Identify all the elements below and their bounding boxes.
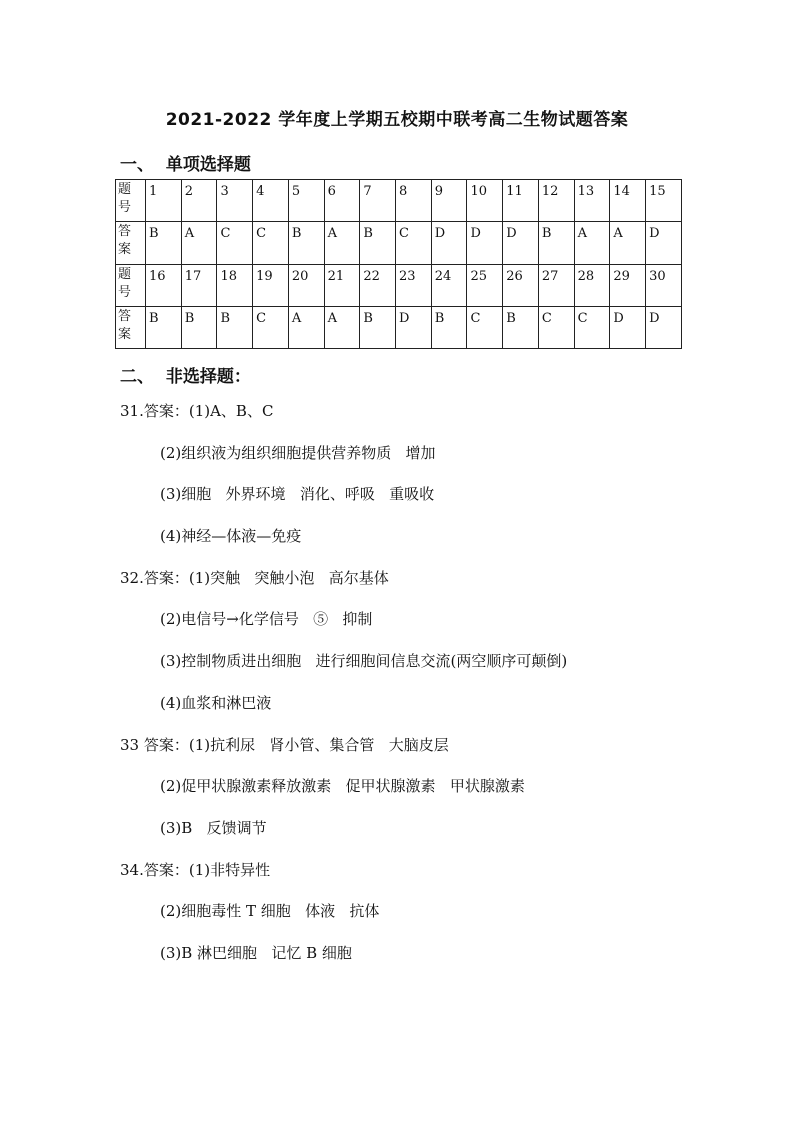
question-32-part-4: (4)血浆和淋巴液 [160, 694, 272, 712]
question-number: 29 [610, 264, 646, 306]
question-number: 17 [181, 264, 217, 306]
answer-cell: B [181, 306, 217, 348]
question-number: 10 [467, 180, 503, 222]
question-31-answer: 31.答案：(1)A、B、C [120, 402, 274, 420]
section-heading-non-choice: 二、 非选择题： [120, 367, 251, 387]
answer-cell: C [467, 306, 503, 348]
answer-cell: C [253, 222, 289, 264]
question-31-part-2: (2)组织液为组织细胞提供营养物质 增加 [160, 444, 436, 462]
answer-cell: A [574, 222, 610, 264]
answer-cell: B [288, 222, 324, 264]
answer-cell: B [146, 306, 182, 348]
question-number: 15 [646, 180, 682, 222]
row-label-answer: 答案 [116, 306, 146, 348]
question-number: 27 [538, 264, 574, 306]
answer-cell: B [538, 222, 574, 264]
question-number: 20 [288, 264, 324, 306]
answer-cell: A [324, 306, 360, 348]
row-label-answer: 答案 [116, 222, 146, 264]
question-32-part-3: (3)控制物质进出细胞 进行细胞间信息交流(两空顺序可颠倒) [160, 652, 568, 670]
question-31-part-3: (3)细胞 外界环境 消化、呼吸 重吸收 [160, 485, 435, 503]
question-number: 6 [324, 180, 360, 222]
answer-cell: B [360, 306, 396, 348]
question-number: 26 [503, 264, 539, 306]
question-32-answer: 32.答案：(1)突触 突触小泡 高尔基体 [120, 569, 389, 587]
question-number: 5 [288, 180, 324, 222]
answer-cell: D [646, 306, 682, 348]
question-number: 12 [538, 180, 574, 222]
question-number: 14 [610, 180, 646, 222]
question-number: 30 [646, 264, 682, 306]
answer-cell: C [396, 222, 432, 264]
answer-cell: C [574, 306, 610, 348]
answer-cell: A [288, 306, 324, 348]
question-number: 13 [574, 180, 610, 222]
table-row [116, 306, 682, 348]
question-number: 23 [396, 264, 432, 306]
answer-cell: D [467, 222, 503, 264]
question-number: 22 [360, 264, 396, 306]
answer-cell: B [431, 306, 467, 348]
question-number: 4 [253, 180, 289, 222]
question-34-answer: 34.答案：(1)非特异性 [120, 861, 271, 879]
table-row [116, 180, 682, 222]
question-number: 28 [574, 264, 610, 306]
table-row [116, 222, 682, 264]
question-number: 1 [146, 180, 182, 222]
question-number: 3 [217, 180, 253, 222]
answer-cell: A [181, 222, 217, 264]
question-number: 11 [503, 180, 539, 222]
answer-cell: D [396, 306, 432, 348]
answer-cell: C [538, 306, 574, 348]
section-heading-single-choice: 一、 单项选择题 [120, 155, 251, 175]
row-label-number: 题号 [116, 264, 146, 306]
answer-cell: C [217, 222, 253, 264]
question-number: 16 [146, 264, 182, 306]
question-33-part-3: (3)B 反馈调节 [160, 819, 267, 837]
question-33-part-2: (2)促甲状腺激素释放激素 促甲状腺激素 甲状腺激素 [160, 777, 525, 795]
question-number: 19 [253, 264, 289, 306]
question-number: 7 [360, 180, 396, 222]
answer-cell: B [503, 306, 539, 348]
question-number: 21 [324, 264, 360, 306]
answer-cell: A [610, 222, 646, 264]
answer-cell: B [360, 222, 396, 264]
answer-table [115, 179, 682, 349]
answer-cell: B [146, 222, 182, 264]
page-title: 2021-2022 学年度上学期五校期中联考高二生物试题答案 [165, 110, 629, 130]
question-32-part-2: (2)电信号→化学信号 ⑤ 抑制 [160, 610, 373, 628]
answer-cell: C [253, 306, 289, 348]
question-34-part-2: (2)细胞毒性 T 细胞 体液 抗体 [160, 902, 380, 920]
question-31-part-4: (4)神经—体液—免疫 [160, 527, 302, 545]
question-number: 2 [181, 180, 217, 222]
question-number: 8 [396, 180, 432, 222]
answer-cell: D [431, 222, 467, 264]
question-number: 9 [431, 180, 467, 222]
question-number: 18 [217, 264, 253, 306]
row-label-number: 题号 [116, 180, 146, 222]
answer-cell: B [217, 306, 253, 348]
table-row [116, 264, 682, 306]
question-number: 24 [431, 264, 467, 306]
answer-cell: D [503, 222, 539, 264]
answer-cell: A [324, 222, 360, 264]
answer-cell: D [646, 222, 682, 264]
question-34-part-3: (3)B 淋巴细胞 记忆 B 细胞 [160, 944, 352, 962]
question-number: 25 [467, 264, 503, 306]
answer-cell: D [610, 306, 646, 348]
question-33-answer: 33 答案：(1)抗利尿 肾小管、集合管 大脑皮层 [120, 736, 449, 754]
